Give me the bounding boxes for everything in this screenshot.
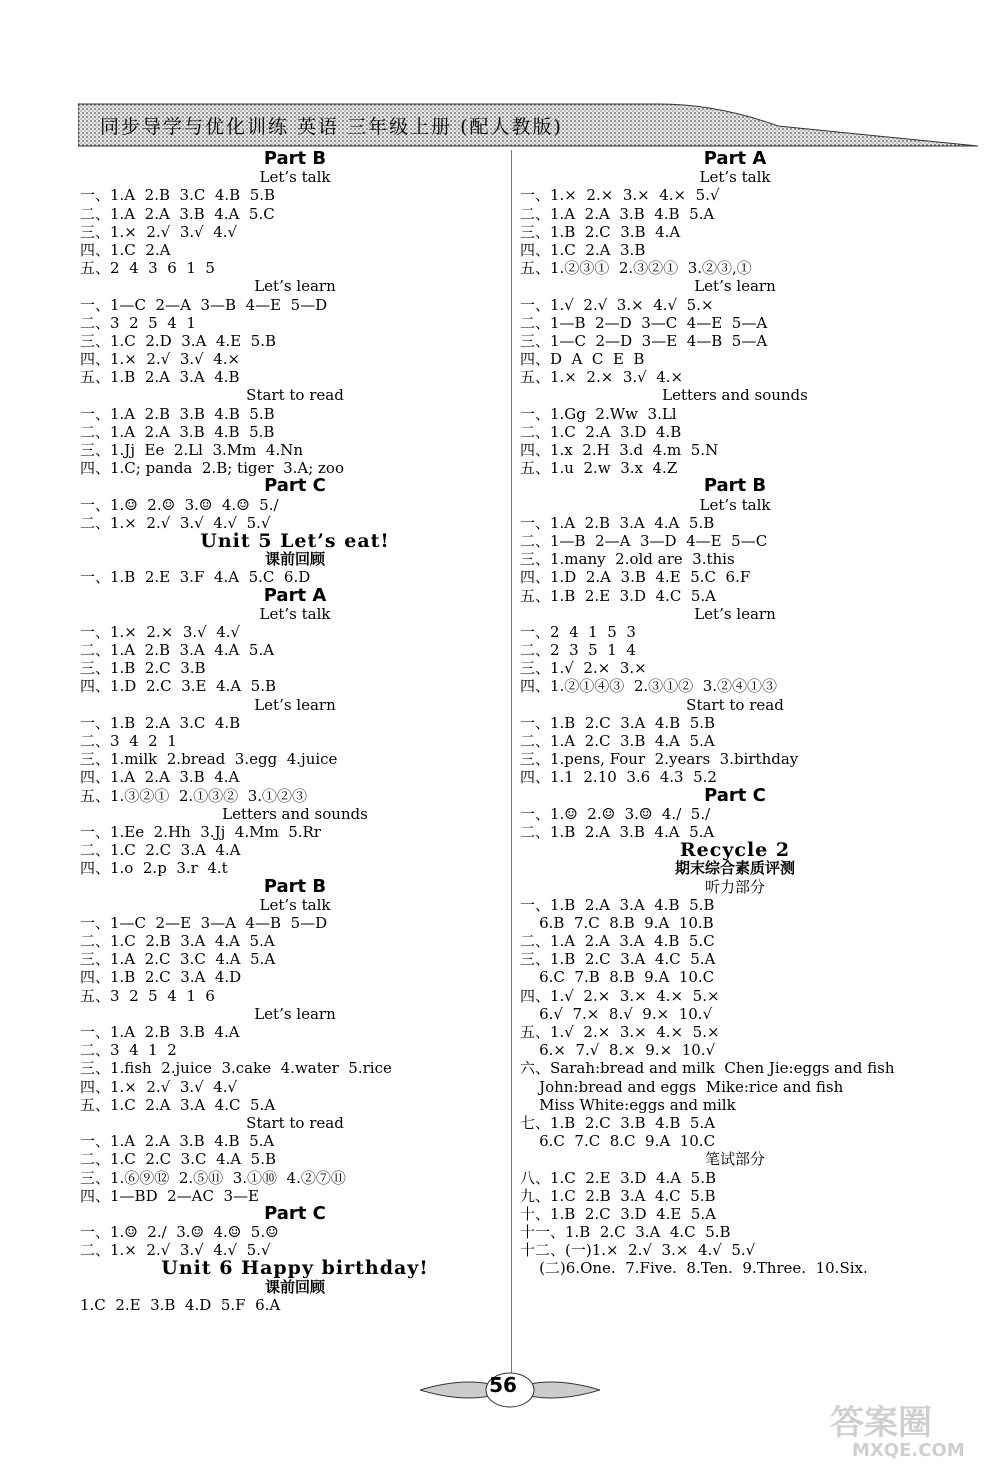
answer-line: 五、1.③②① 2.①③② 3.①②③ [80,786,308,805]
answer-line: 五、1.u 2.w 3.x 4.Z [520,459,678,478]
section-heading: Part B [263,875,327,897]
header-title: 同步导学与优化训练 英语 三年级上册 (配人教版) [100,116,563,138]
answer-line: 三、1.B 2.C 3.B [80,659,206,678]
answer-line: Let’s talk [699,495,771,514]
answer-line: 四、1—BD 2—AC 3—E [80,1186,260,1205]
answer-line: 二、1.C 2.C 3.A 4.A [80,841,241,860]
answer-line: 课前回顾 [264,1277,325,1296]
answer-line: 二、1.A 2.A 3.B 4.A 5.C [80,204,275,223]
answer-line: Start to read [246,1113,344,1132]
answer-line: 三、1.B 2.C 3.B 4.A [520,222,681,241]
answer-line: Let’s learn [254,695,336,714]
answer-line: 五、1.B 2.E 3.D 4.C 5.A [520,586,717,605]
answer-line: 七、1.B 2.C 3.B 4.B 5.A [520,1113,716,1132]
answer-line: Let’s talk [259,895,331,914]
answer-line: 三、1.pens, Four 2.years 3.birthday [520,750,799,769]
answer-line: Letters and sounds [662,386,808,405]
answer-line: 二、1—B 2—A 3—D 4—E 5—C [520,531,768,550]
section-heading: Part C [264,475,326,497]
answer-line: 四、1.B 2.C 3.A 4.D [80,968,242,987]
answer-line: 一、1.A 2.B 3.B 4.A [80,1023,240,1041]
answer-line: Let’s learn [254,1004,336,1023]
right-column [520,150,950,1278]
answer-line: 二、1.A 2.A 3.A 4.B 5.C [520,932,715,951]
answer-line: (二)6.One. 7.Five. 8.Ten. 9.Three. 10.Six. [520,1259,868,1278]
answer-line: 一、1.B 2.A 3.C 4.B [80,713,241,732]
answer-line: 二、1.A 2.C 3.B 4.A 5.A [520,732,715,750]
answer-line: 一、1.A 2.B 3.C 4.B 5.B [80,186,276,205]
answer-line: 二、3 2 5 4 1 [80,313,196,332]
answer-line: 6.B 7.C 8.B 9.A 10.B [520,913,714,932]
section-heading: Part C [264,1202,326,1224]
answer-line: 三、1.Jj Ee 2.Ll 3.Mm 4.Nn [80,441,304,459]
unit-heading: Recycle 2 [679,839,791,862]
answer-line: 二、3 4 1 2 [80,1041,177,1060]
answer-line: 二、3 4 2 1 [80,732,177,750]
answer-line: 二、2 3 5 1 4 [520,641,636,660]
section-heading: Part C [704,784,766,806]
left-column [80,150,510,1314]
answer-line: 九、1.C 2.B 3.A 4.C 5.B [520,1186,716,1205]
column-divider [511,150,512,1380]
answer-line: 一、1.× 2.× 3.× 4.× 5.√ [520,186,720,205]
answer-line: 三、1.many 2.old are 3.this [520,550,735,569]
answer-line: 一、1.Ee 2.Hh 3.Jj 4.Mm 5.Rr [80,822,321,841]
watermark-logo: 答案圈 [830,1403,932,1443]
answer-line: Let’s learn [694,604,776,623]
answer-line: 二、1.C 2.C 3.C 4.A 5.B [80,1150,276,1169]
answer-line: 四、1.× 2.√ 3.√ 4.× [80,350,241,369]
answer-line: 五、2 4 3 6 1 5 [80,259,215,278]
answer-line: 二、1.B 2.A 3.B 4.A 5.A [520,822,715,841]
answer-line: 五、1.②③① 2.③②① 3.②③,① [520,259,752,278]
answer-line: 五、1.× 2.× 3.√ 4.× [520,368,684,387]
answer-line: 五、1.√ 2.× 3.× 4.× 5.× [520,1023,720,1041]
answer-line: 十、1.B 2.C 3.D 4.E 5.A [520,1204,717,1223]
answer-line: 一、1.× 2.× 3.√ 4.√ [80,622,241,641]
page-number: 56 [489,1373,517,1397]
answer-line: 二、1.× 2.√ 3.√ 4.√ 5.√ [80,1241,271,1260]
answer-line: 四、1.D 2.C 3.E 4.A 5.B [80,677,277,696]
answer-line: 四、1.C; panda 2.B; tiger 3.A; zoo [80,459,344,478]
answer-line: Let’s talk [259,604,331,623]
answer-line: 四、1.√ 2.× 3.× 4.× 5.× [520,986,720,1005]
answer-line: 五、3 2 5 4 1 6 [80,986,215,1005]
section-heading: Part B [263,148,327,169]
answer-line: 三、1.milk 2.bread 3.egg 4.juice [80,750,338,769]
answer-line: 一、1—C 2—A 3—B 4—E 5—D [80,295,328,314]
answer-line: 一、1.A 2.B 3.A 4.A 5.B [520,513,715,532]
answer-line: Start to read [246,386,344,405]
answer-line: 一、1.B 2.C 3.A 4.B 5.B [520,713,716,732]
answer-line: 6.C 7.B 8.B 9.A 10.C [520,968,715,987]
unit-heading: Unit 5 Let’s eat! [200,529,390,552]
answer-line: 一、2 4 1 5 3 [520,622,636,641]
answer-line: 四、1.C 2.A 3.B [520,240,646,259]
answer-line: Miss White:eggs and milk [520,1095,736,1114]
answer-line: 6.C 7.C 8.C 9.A 10.C [520,1132,716,1151]
answer-line: John:bread and eggs Mike:rice and fish [520,1077,844,1096]
answer-line: 6.× 7.√ 8.× 9.× 10.√ [520,1041,716,1060]
answer-line: 三、1.⑥⑨⑫ 2.⑤⑪ 3.①⑩ 4.②⑦⑪ [80,1168,346,1187]
section-heading: Part A [703,148,767,169]
answer-line: 一、1.A 2.A 3.B 4.B 5.A [80,1132,275,1151]
answer-line: 四、1.②①④③ 2.③①② 3.②④①③ [520,677,778,696]
answer-line: 一、1.B 2.E 3.F 4.A 5.C 6.D [80,568,311,587]
answer-line: 二、1.C 2.A 3.D 4.B [520,422,682,441]
answer-line: 三、1.× 2.√ 3.√ 4.√ [80,222,238,241]
answer-line: 三、1.B 2.C 3.A 4.C 5.A [520,950,716,969]
answer-line: 1.C 2.E 3.B 4.D 5.F 6.A [80,1295,281,1314]
answer-line: 四、1.x 2.H 3.d 4.m 5.N [520,441,719,459]
answer-line: 一、1.☺ 2./ 3.☺ 4.☺ 5.☺ [80,1223,279,1242]
answer-line: Letters and sounds [222,804,368,823]
answer-line: 三、1—C 2—D 3—E 4—B 5—A [520,331,768,350]
answer-line: 三、1.A 2.C 3.C 4.A 5.A [80,950,276,969]
unit-heading: Unit 6 Happy birthday! [161,1257,429,1280]
answer-line: 一、1.√ 2.√ 3.× 4.√ 5.× [520,295,714,314]
answer-line: 五、1.B 2.A 3.A 4.B [80,368,240,387]
answer-line: Let’s talk [699,168,771,187]
answer-line: Let’s learn [254,277,336,296]
answer-line: 四、1.A 2.A 3.B 4.A [80,768,240,787]
section-heading: Part A [263,584,327,606]
answer-line: 一、1.Gg 2.Ww 3.Ll [520,404,677,423]
answer-line: 二、1.C 2.B 3.A 4.A 5.A [80,932,275,951]
answer-line: 课前回顾 [264,550,325,569]
answer-line: 一、1.☺ 2.☺ 3.☺ 4.☺ 5./ [80,495,279,514]
answer-line: 二、1—B 2—D 3—C 4—E 5—A [520,313,768,332]
answer-line: Start to read [686,695,784,714]
answer-line: 四、1.o 2.p 3.r 4.t [80,859,228,878]
answer-line: 五、1.C 2.A 3.A 4.C 5.A [80,1095,276,1114]
answer-line: 二、1.× 2.√ 3.√ 4.√ 5.√ [80,513,271,532]
section-heading: Part B [703,475,767,497]
answer-line: 四、1.× 2.√ 3.√ 4.√ [80,1077,238,1096]
answer-line: 六、Sarah:bread and milk Chen Jie:eggs and fish [520,1059,895,1078]
answer-line: 四、1.D 2.A 3.B 4.E 5.C 6.F [520,568,751,587]
answer-line: 四、D A C E B [520,350,645,369]
answer-line: 一、1—C 2—E 3—A 4—B 5—D [80,913,328,932]
answer-line: 一、1.B 2.A 3.A 4.B 5.B [520,895,715,914]
answer-line: Let’s talk [259,168,331,187]
answer-line: 八、1.C 2.E 3.D 4.A 5.B [520,1168,717,1187]
answer-line: 笔试部分 [704,1150,765,1169]
answer-line: 听力部分 [704,877,765,896]
answer-line: 四、1.C 2.A [80,240,171,259]
answer-line: 三、1.C 2.D 3.A 4.E 5.B [80,331,277,350]
answer-line: 十一、1.B 2.C 3.A 4.C 5.B [520,1223,731,1242]
answer-line: 一、1.☺ 2.☺ 3.☺ 4./ 5./ [520,804,711,823]
answer-line: 6.√ 7.× 8.√ 9.× 10.√ [520,1004,713,1023]
answer-line: 四、1.1 2.10 3.6 4.3 5.2 [520,768,717,787]
answer-line: 三、1.fish 2.juice 3.cake 4.water 5.rice [80,1059,392,1078]
answer-line: 二、1.A 2.A 3.B 4.B 5.A [520,204,715,223]
answer-line: 一、1.A 2.B 3.B 4.B 5.B [80,404,275,423]
answer-line: 二、1.A 2.B 3.A 4.A 5.A [80,641,275,660]
answer-line: 十二、(一)1.× 2.√ 3.× 4.√ 5.√ [520,1241,756,1260]
answer-line: 二、1.A 2.A 3.B 4.B 5.B [80,422,275,441]
answer-line: Let’s learn [694,277,776,296]
answer-line: 三、1.√ 2.× 3.× [520,659,647,678]
answer-line: 期末综合素质评测 [674,859,795,878]
watermark-url: MXQE.COM [852,1440,965,1461]
